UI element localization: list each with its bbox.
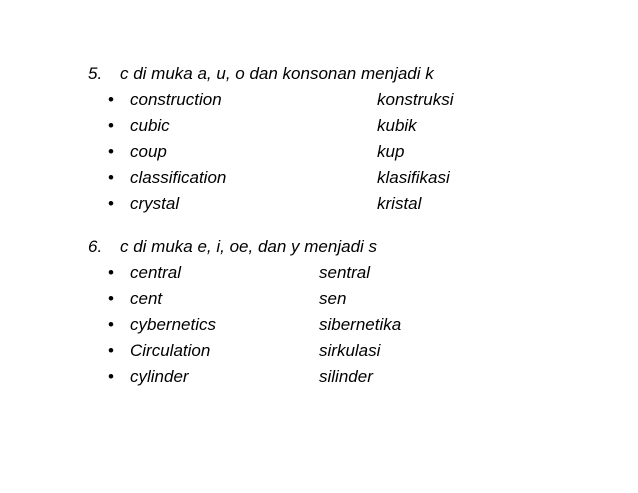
word-list [88, 87, 454, 217]
english-word: crystal [130, 194, 180, 213]
list-item [88, 260, 377, 286]
english-word: cent [130, 289, 163, 308]
rule-section-6 [88, 234, 402, 390]
word-list [88, 260, 402, 390]
list-item [88, 286, 377, 312]
list-item [88, 113, 434, 139]
english-word: Circulation [130, 341, 211, 360]
rule-heading-text: c di muka e, i, oe, dan y menjadi s [120, 237, 378, 256]
indonesian-word: kup [377, 142, 405, 161]
bullet-icon: • [108, 90, 114, 109]
rule-section-5 [88, 61, 454, 217]
bullet-icon: • [108, 142, 114, 161]
bullet-icon: • [108, 315, 114, 334]
bullet-icon: • [108, 341, 114, 360]
english-word: classification [130, 168, 227, 187]
rule-heading [88, 234, 377, 260]
bullet-icon: • [108, 289, 114, 308]
english-word: central [130, 263, 182, 282]
indonesian-word: silinder [319, 367, 373, 386]
list-item [88, 312, 402, 338]
indonesian-word: sibernetika [319, 315, 402, 334]
english-word: cybernetics [130, 315, 216, 334]
bullet-icon: • [108, 194, 114, 213]
rule-heading [88, 61, 434, 87]
english-word: construction [130, 90, 222, 109]
list-item [88, 87, 454, 113]
bullet-icon: • [108, 367, 114, 386]
bullet-icon: • [108, 116, 114, 135]
english-word: cylinder [130, 367, 189, 386]
list-item [88, 338, 381, 364]
indonesian-word: kubik [377, 116, 417, 135]
bullet-icon: • [108, 168, 114, 187]
rule-heading-text: c di muka a, u, o dan konsonan menjadi k [120, 64, 434, 83]
indonesian-word: konstruksi [377, 90, 454, 109]
list-item [88, 191, 434, 217]
english-word: cubic [130, 116, 170, 135]
english-word: coup [130, 142, 167, 161]
indonesian-word: sirkulasi [319, 341, 381, 360]
bullet-icon: • [108, 263, 114, 282]
indonesian-word: sentral [319, 263, 371, 282]
indonesian-word: sen [319, 289, 347, 308]
rule-number: 6. [88, 237, 103, 256]
indonesian-word: klasifikasi [377, 168, 450, 187]
rule-number: 5. [88, 64, 103, 83]
list-item [88, 165, 450, 191]
list-item [88, 364, 377, 390]
list-item [88, 139, 434, 165]
indonesian-word: kristal [377, 194, 422, 213]
